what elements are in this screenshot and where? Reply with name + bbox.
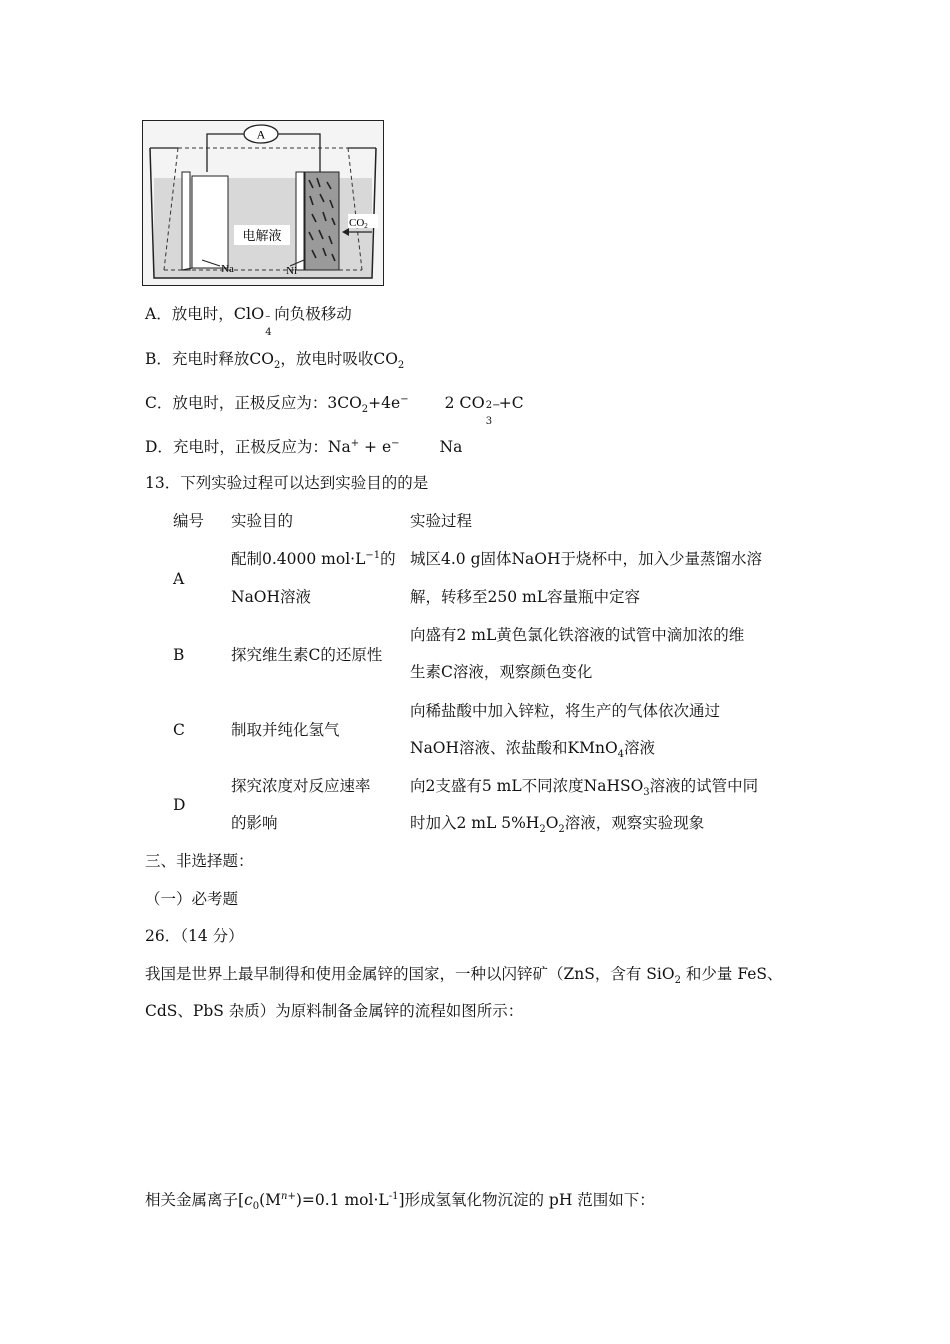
- row-a-purpose-line1: 配制0.4000 $mol\cdot L^{-1}$的: [231, 549, 396, 568]
- ni-label: Ni: [286, 265, 297, 277]
- row-a-process-line1: 城区4.0 g固体NaOH于烧杯中，加入少量蒸馏水溶: [410, 550, 763, 568]
- row-d-process-line1: 向2支盛有5 mL不同浓度NaHSO$_3$溶液的试管中同: [410, 777, 759, 799]
- row-b-purpose: 探究维生素C的还原性: [231, 646, 383, 664]
- na-electrode: [182, 172, 190, 270]
- question-26-para-line1: 我国是世界上最早制得和使用金属锌的国家，一种以闪锌矿（ZnS，含有 SiO$_2$ 和少量 FeS、: [145, 965, 783, 987]
- row-a-process-line2: 解，转移至250 mL容量瓶中定容: [410, 588, 641, 606]
- table-header-purpose: 实验目的: [231, 512, 294, 530]
- row-d-id: D: [173, 796, 186, 814]
- question-13-title: 13．下列实验过程可以达到实验目的的是: [145, 474, 429, 492]
- subsection-title: （一）必考题: [145, 890, 239, 908]
- row-c-purpose: 制取并纯化氢气: [231, 721, 340, 739]
- question-26-title: 26．（14 分）: [145, 927, 244, 945]
- row-d-process-line2: 时加入2 mL $5\%H_2O_2$溶液，观察实验现象: [410, 814, 705, 836]
- question-26-para-line2: CdS、PbS 杂质）为原料制备金属锌的流程如图所示：: [145, 1002, 524, 1020]
- row-d-purpose-line2: 的影响: [231, 814, 278, 832]
- row-a-id: A: [173, 570, 185, 588]
- row-c-id: C: [173, 721, 185, 739]
- option-b: B．充电时释放$CO_2$，放电时吸收$CO_2$: [145, 350, 405, 372]
- section-title: 三、非选择题：: [145, 852, 254, 870]
- row-c-process-line2: NaOH溶液、浓盐酸和KMnO$_4$溶液: [410, 739, 656, 761]
- row-b-process-line2: 生素C溶液，观察颜色变化: [410, 663, 593, 681]
- battery-diagram: [142, 120, 384, 286]
- table-header-process: 实验过程: [410, 512, 473, 530]
- co2-label: CO2: [349, 217, 368, 230]
- electrolyte-label: 电解液: [242, 229, 282, 244]
- ni-electrode: [296, 172, 304, 270]
- ammeter-label: A: [256, 127, 266, 142]
- row-d-purpose-line1: 探究浓度对反应速率: [231, 777, 371, 795]
- table-header-id: 编号: [173, 512, 205, 530]
- option-d: D．充电时，正极反应为：Na+ + e− Na: [145, 437, 463, 456]
- row-a-purpose-line2: NaOH溶液: [231, 588, 312, 606]
- row-b-process-line1: 向盛有2 mL黄色氯化铁溶液的试管中滴加浓的维: [410, 626, 745, 644]
- na-label: Na: [221, 263, 234, 275]
- option-a: A．放电时，ClO – 4 向负极移动: [145, 304, 352, 338]
- row-c-process-line1: 向稀盐酸中加入锌粒，将生产的气体依次通过: [410, 702, 721, 720]
- row-b-id: B: [173, 646, 185, 664]
- ph-range-intro: 相关金属离子[$c_0(M^{n+})=0.1$ $mol\cdot L^{-1}$]形成氢氧化物沉淀的 pH 范围如下：: [145, 1190, 655, 1213]
- option-c: C．放电时，正极反应为：$3CO_2+4e^-$ 2 CO 2− 3 +C: [145, 393, 524, 427]
